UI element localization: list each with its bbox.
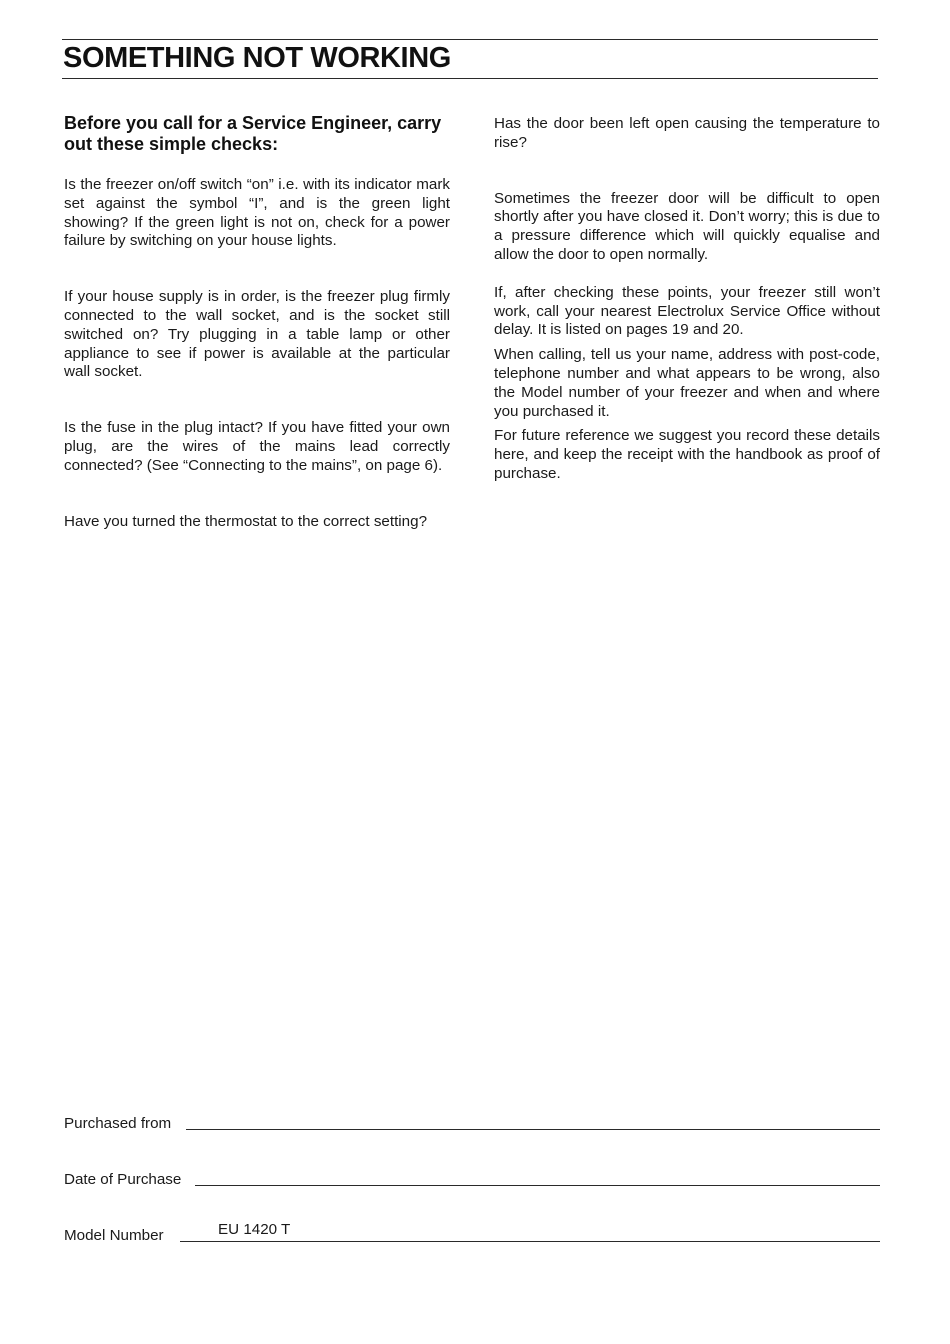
check-plug-paragraph: If your house supply is in order, is the freezer plug firmly connected to the wall socket, and is the socket still switched on? Try plugging in a table lamp or other appliance to see if power is available at the particular wall socket. [64, 288, 450, 381]
right-column [494, 115, 880, 484]
date-of-purchase-label: Date of Purchase [64, 1171, 182, 1188]
purchased-from-row [64, 1111, 880, 1133]
service-office-paragraph: If, after checking these points, your freezer still won’t work, call your nearest Electrolux Service Office without delay. It is listed on pages 19 and 20. [494, 283, 880, 339]
title-bottom-rule [62, 78, 878, 79]
model-number-label: Model Number [64, 1227, 164, 1244]
door-pressure-paragraph: Sometimes the freezer door will be difficult to open shortly after you have closed it. Don’t worry; this is due to a pressure difference which will quickly equalise and allow the door to open normally. [494, 189, 880, 263]
model-number-value: EU 1420 T [218, 1221, 291, 1238]
purchased-from-field[interactable] [186, 1129, 880, 1130]
model-number-field[interactable] [180, 1241, 880, 1242]
date-of-purchase-field[interactable] [195, 1185, 880, 1186]
page-title: SOMETHING NOT WORKING [63, 42, 451, 74]
date-of-purchase-row [64, 1167, 880, 1189]
record-details-paragraph: For future reference we suggest you record these details here, and keep the receipt with the handbook as proof of purchase. [494, 427, 880, 482]
purchased-from-label: Purchased from [64, 1115, 172, 1132]
left-column [64, 113, 450, 531]
check-thermostat-paragraph: Have you turned the thermostat to the correct setting? [64, 512, 428, 530]
check-switch-paragraph: Is the freezer on/off switch “on” i.e. with its indicator mark set against the symbol “I”, and is the green light showing? If the green light is not on, check for a power failure by switching on your house lights. [64, 176, 450, 250]
checks-heading: Before you call for a Service Engineer, carry out these simple checks: [64, 113, 442, 154]
calling-details-paragraph: When calling, tell us your name, address with post-code, telephone number and what appears to be wrong, also the Model number of your freezer and when and where you purchased it. [494, 346, 880, 420]
model-number-row [64, 1223, 880, 1245]
check-fuse-paragraph: Is the fuse in the plug intact? If you have fitted your own plug, are the wires of the mains lead correctly connected? (See “Connecting to the mains”, on page 6). [64, 419, 450, 474]
door-open-paragraph: Has the door been left open causing the temperature to rise? [494, 115, 880, 151]
